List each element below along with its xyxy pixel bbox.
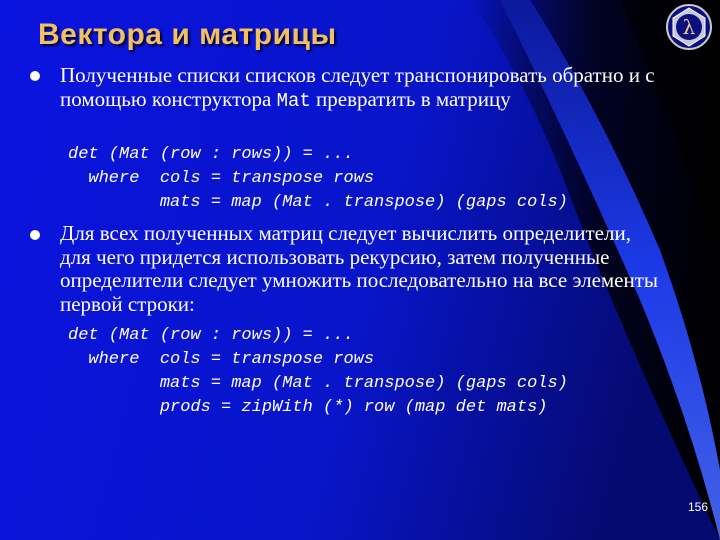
code-line: where cols = transpose rows — [68, 169, 375, 188]
mat-constructor-code: Mat — [276, 89, 311, 112]
bullet-text-1-start: Полученные списки списков следует транспонировать обратно и с помощью конструктора — [60, 63, 655, 111]
bullet-text-1 — [60, 64, 660, 113]
bullet-marker — [30, 230, 40, 240]
code-block-2 — [68, 324, 568, 420]
code-line: det (Mat (row : rows)) = ... — [68, 326, 354, 345]
bullet-text-1-end: превратить в матрицу — [310, 86, 511, 111]
code-line: mats = map (Mat . transpose) (gaps cols) — [68, 374, 568, 393]
bullet-text-2: Для всех полученных матриц следует вычислить определители, для чего придется использовать рекурсию, затем полученные определители следует умножить последовательно на все элементы первой строки: — [60, 221, 659, 316]
code-line: mats = map (Mat . transpose) (gaps cols) — [68, 193, 568, 212]
slide-title: Вектора и матрицы — [38, 18, 337, 51]
code-block-1 — [68, 143, 568, 215]
code-line: where cols = transpose rows — [68, 350, 375, 369]
page-number: 156 — [687, 500, 708, 514]
svg-text:λ: λ — [682, 15, 696, 39]
code-line: det (Mat (row : rows)) = ... — [68, 145, 354, 164]
bullet-marker — [30, 71, 40, 81]
code-line: prods = zipWith (*) row (map det mats) — [68, 398, 548, 417]
lambda-icon — [664, 2, 714, 52]
